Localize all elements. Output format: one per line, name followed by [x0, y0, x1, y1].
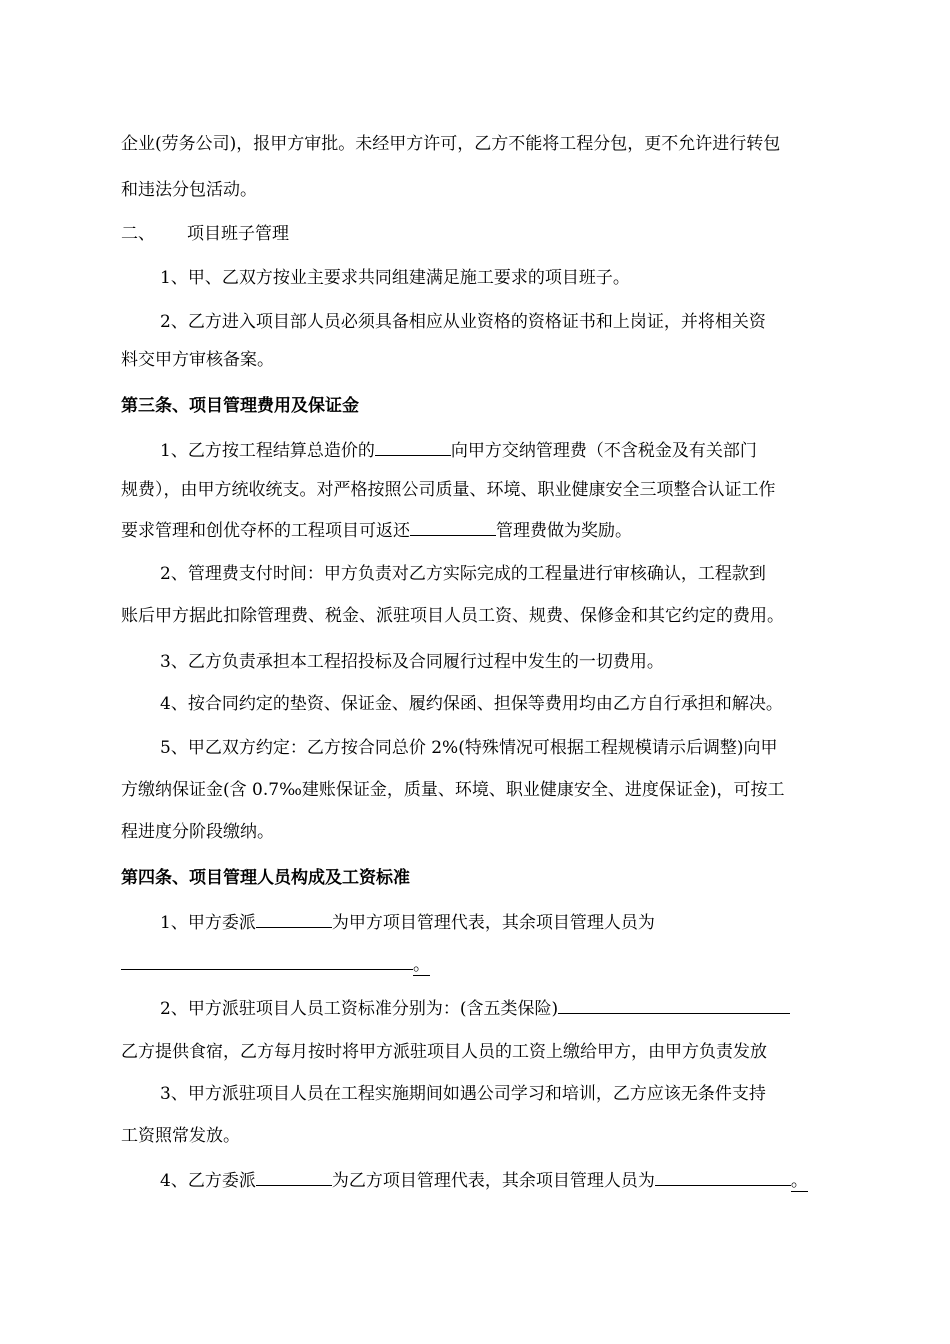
text: 2、甲方派驻项目人员工资标准分别为：(含五类保险) [160, 999, 559, 1019]
section-number: 二、 [121, 224, 155, 244]
list-item [160, 910, 841, 935]
text: 要求管理和创优夺杯的工程项目可返还 [121, 521, 410, 541]
paragraph-line [121, 820, 841, 844]
list-item [160, 736, 841, 760]
text: 向甲方交纳管理费（不含税金及有关部门 [450, 441, 757, 461]
fill-in-blank[interactable] [121, 952, 413, 970]
text: 2、乙方进入项目部人员必须具备相应从业资格的资格证书和上岗证，并将相关资 [160, 312, 766, 332]
text: 1、甲、乙双方按业主要求共同组建满足施工要求的项目班子。 [160, 268, 630, 288]
text: 规费），由甲方统收统支。对严格按照公司质量、环境、职业健康安全三项整合认证工作 [121, 480, 776, 500]
text: 工资照常发放。 [121, 1126, 240, 1146]
text: 1、乙方按工程结算总造价的 [160, 441, 375, 461]
paragraph-line [121, 952, 841, 977]
paragraph-line [121, 132, 841, 156]
paragraph-line [121, 348, 841, 372]
text: 。 [790, 1171, 808, 1191]
text: 乙方提供食宿，乙方每月按时将甲方派驻项目人员的工资上缴给甲方，由甲方负责发放 [121, 1042, 767, 1062]
text: 账后甲方据此扣除管理费、税金、派驻项目人员工资、规费、保修金和其它约定的费用。 [121, 606, 784, 626]
fill-in-blank[interactable] [375, 438, 451, 456]
paragraph-line [121, 178, 841, 202]
text: 4、乙方委派 [160, 1171, 256, 1191]
text: 管理费做为奖励。 [496, 521, 632, 541]
paragraph-line [121, 1040, 841, 1064]
fill-in-blank[interactable] [256, 910, 332, 928]
list-item [160, 996, 841, 1021]
list-item [160, 650, 841, 674]
text: 3、乙方负责承担本工程招投标及合同履行过程中发生的一切费用。 [160, 652, 664, 672]
text: 1、甲方委派 [160, 913, 256, 933]
text: 4、按合同约定的垫资、保证金、履约保函、担保等费用均由乙方自行承担和解决。 [160, 694, 783, 714]
article-title [121, 394, 841, 418]
text: 为乙方项目管理代表，其余项目管理人员为 [331, 1171, 655, 1191]
list-item [160, 266, 841, 290]
text: 为甲方项目管理代表，其余项目管理人员为 [331, 913, 655, 933]
text: 第四条、项目管理人员构成及工资标准 [121, 868, 410, 888]
text: 和违法分包活动。 [121, 180, 257, 200]
article-title [121, 866, 841, 890]
list-item [160, 310, 841, 334]
paragraph-line [121, 478, 841, 502]
paragraph-line [121, 778, 841, 802]
section-title: 项目班子管理 [187, 224, 289, 244]
paragraph-line [121, 1124, 841, 1148]
section-heading [121, 222, 841, 246]
paragraph-line [121, 518, 841, 543]
text: 企业(劳务公司)，报甲方审批。未经甲方许可，乙方不能将工程分包，更不允许进行转包 [121, 134, 781, 154]
paragraph-line [121, 604, 841, 628]
text: 第三条、项目管理费用及保证金 [121, 396, 359, 416]
text: 。 [413, 955, 430, 975]
list-item [160, 692, 841, 716]
text: 3、甲方派驻项目人员在工程实施期间如遇公司学习和培训，乙方应该无条件支持 [160, 1084, 766, 1104]
text: 料交甲方审核备案。 [121, 350, 274, 370]
list-item [160, 438, 841, 463]
text: 5、甲乙双方约定：乙方按合同总价 2%(特殊情况可根据工程规模请示后调整)向甲 [160, 738, 778, 758]
list-item [160, 562, 841, 586]
fill-in-blank[interactable] [256, 1168, 332, 1186]
text: 2、管理费支付时间：甲方负责对乙方实际完成的工程量进行审核确认，工程款到 [160, 564, 766, 584]
text: 程进度分阶段缴纳。 [121, 822, 274, 842]
text: 方缴纳保证金(含 0.7‰建账保证金，质量、环境、职业健康安全、进度保证金)，可按工 [121, 780, 785, 800]
fill-in-blank[interactable] [558, 996, 790, 1014]
fill-in-blank[interactable] [410, 518, 496, 536]
fill-in-blank[interactable] [655, 1168, 791, 1186]
list-item [160, 1082, 841, 1106]
list-item [160, 1168, 841, 1193]
